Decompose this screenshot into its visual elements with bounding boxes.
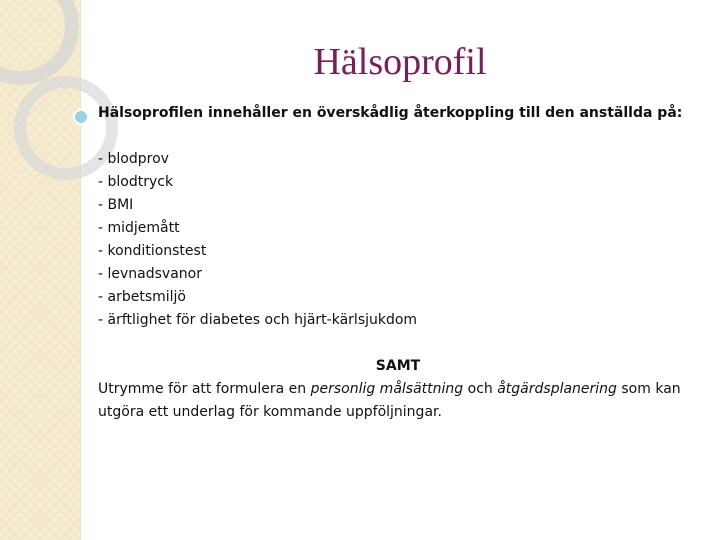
list-item: - BMI: [98, 197, 134, 213]
slide-body: [98, 102, 698, 424]
closing-text: [98, 378, 698, 424]
closing-part-3: som kan utgöra ett underlag för kommande uppföljningar.: [98, 381, 681, 420]
closing-part-2: och: [463, 381, 498, 397]
closing-emphasis-2: åtgärdsplanering: [497, 381, 617, 397]
slide-title: Hälsoprofil: [313, 41, 487, 83]
closing-emphasis-1: personlig målsättning: [310, 381, 464, 397]
profile-items-list: [98, 148, 698, 332]
list-item: - ärftlighet för diabetes och hjärt-kärlsjukdom: [98, 312, 418, 328]
list-item: - blodtryck: [98, 174, 174, 190]
list-item: - blodprov: [98, 151, 169, 167]
list-item: - konditionstest: [98, 243, 207, 259]
list-item: - midjemått: [98, 220, 180, 236]
list-item: - levnadsvanor: [98, 266, 202, 282]
list-item: - arbetsmiljö: [98, 289, 186, 305]
bullet-dot-icon: [74, 110, 88, 124]
intro-text: Hälsoprofilen innehåller en överskådlig återkoppling till den anställda på:: [98, 105, 683, 121]
samt-heading: SAMT: [375, 358, 421, 374]
closing-part-1: Utrymme för att formulera en: [98, 381, 311, 397]
